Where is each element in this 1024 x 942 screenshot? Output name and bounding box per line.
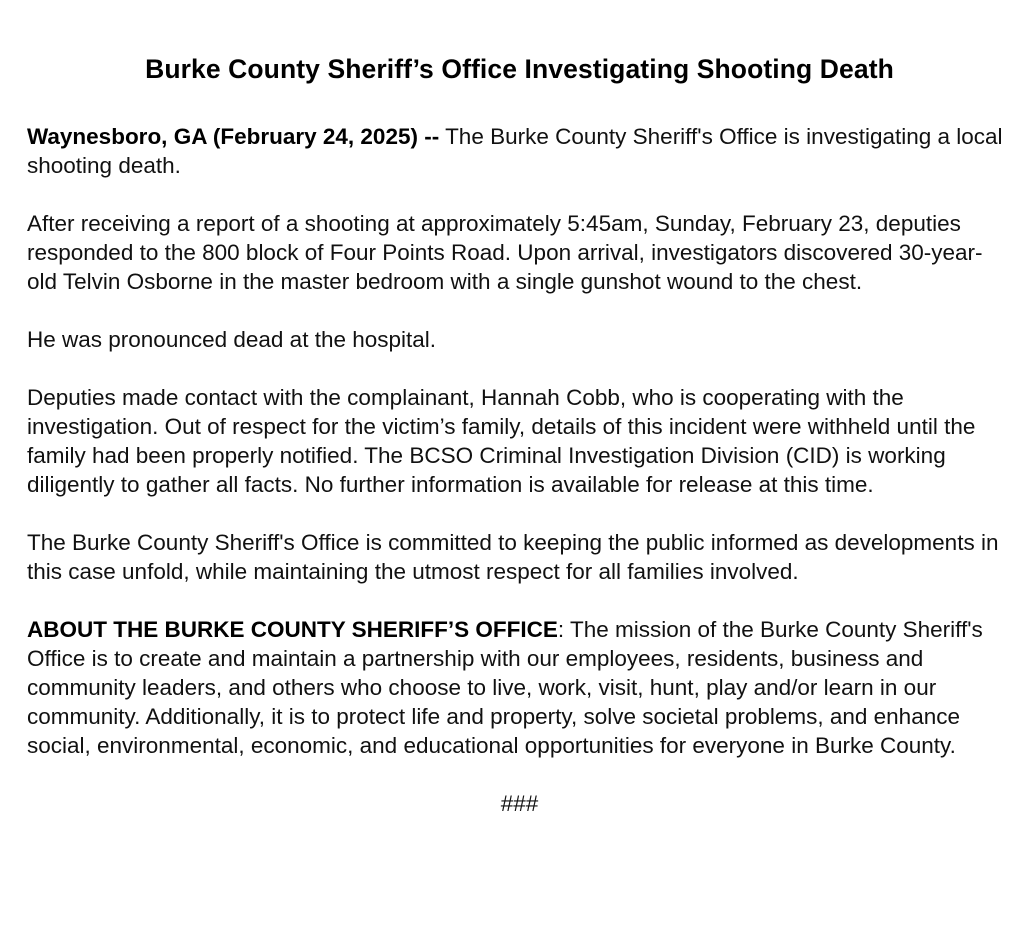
- about-paragraph: [27, 615, 1012, 760]
- intro-text: The Burke County Sheriff's Office is investigating a local shooting death.: [27, 124, 1003, 178]
- headline: Burke County Sheriff’s Office Investigating Shooting Death: [145, 54, 894, 84]
- intro-paragraph: [27, 122, 1012, 180]
- investigation-paragraph: Deputies made contact with the complainant, Hannah Cobb, who is cooperating with the investigation. Out of respect for the victim’s family, details of this incident were withheld until the family had been properly notified. The BCSO Criminal Investigation Division (CID) is working diligently to gather all facts. No further information is available for release at this time.: [27, 385, 976, 497]
- dateline: Waynesboro, GA (February 24, 2025) --: [27, 124, 440, 149]
- incident-paragraph: After receiving a report of a shooting at approximately 5:45am, Sunday, February 23, deputies responded to the 800 block of Four Points Road. Upon arrival, investigators discovered 30-year-old Telvin Osborne in the master bedroom with a single gunshot wound to the chest.: [27, 211, 983, 294]
- about-separator: :: [557, 617, 570, 642]
- pronounced-paragraph: He was pronounced dead at the hospital.: [27, 327, 437, 352]
- about-text: The mission of the Burke County Sheriff's Office is to create and maintain a partnership with our employees, residents, business and community leaders, and others who choose to live, work, visit, hunt, play and/or learn in our community. Additionally, it is to protect life and property, solve societal problems, and enhance social, environmental, economic, and educational opportunities for everyone in Burke County.: [27, 617, 983, 758]
- end-mark: ###: [500, 791, 539, 816]
- press-release: [27, 52, 1012, 818]
- about-heading: ABOUT THE BURKE COUNTY SHERIFF’S OFFICE: [27, 617, 558, 642]
- commitment-paragraph: The Burke County Sheriff's Office is committed to keeping the public informed as developments in this case unfold, while maintaining the utmost respect for all families involved.: [27, 530, 999, 584]
